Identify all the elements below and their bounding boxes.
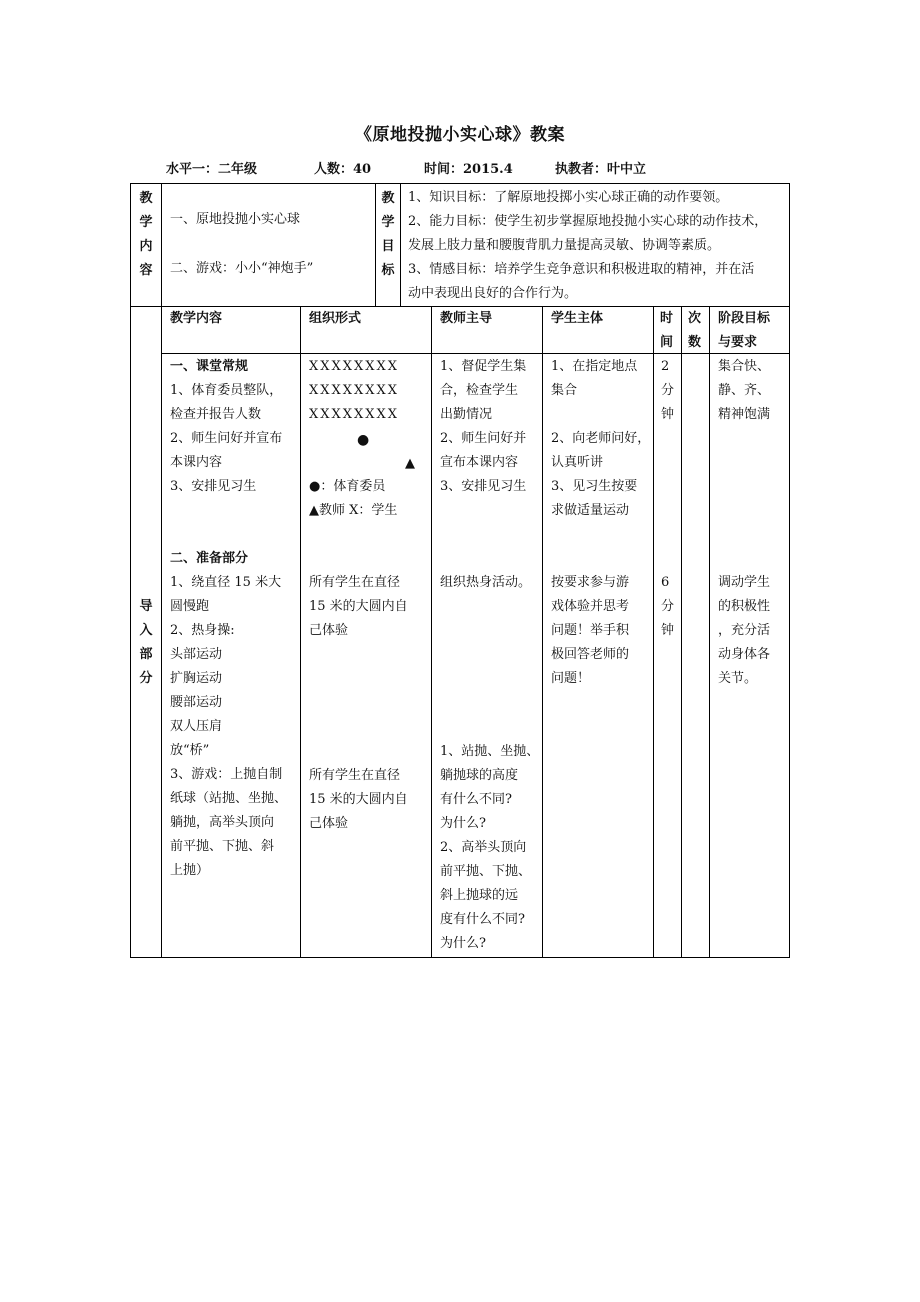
prep-line: 腰部运动 [170, 695, 223, 710]
teacher-marker-icon: ▲ [405, 456, 415, 471]
goal-line: 的积极性 [718, 599, 771, 614]
prep-goal [718, 571, 770, 691]
teacher-line: 3、安排见习生 [440, 479, 527, 494]
teacher-line: 为什么? [440, 936, 486, 951]
student-line: 极回答老师的 [551, 647, 630, 662]
section-label: 导入部分 [139, 599, 153, 686]
goal-line-4: 3、情感目标：培养学生竞争意识和积极进取的精神，并在活 [408, 262, 755, 277]
formation-row: XXXXXXXX [309, 359, 400, 374]
student-line: 问题！举手积 [551, 623, 630, 638]
time-char: 钟 [661, 407, 675, 422]
routine-line: 本课内容 [170, 455, 223, 470]
goal-line: 精神饱满 [718, 407, 771, 422]
student-line: 求做适量运动 [551, 503, 630, 518]
form-line: 15 米的大圆内自 [309, 599, 408, 614]
formation-diagram [309, 355, 399, 427]
prep-line: 放“桥” [170, 743, 210, 758]
routine-line: 2、师生问好并宣布 [170, 431, 283, 446]
teacher-name: 执教者：叶中立 [555, 162, 647, 177]
legend-commissioner: ●：体育委员 [309, 479, 386, 494]
form-line: 所有学生在直径 [309, 575, 401, 590]
prep-line: 躺抛，高举头顶向 [170, 815, 275, 830]
teacher-line: 躺抛球的高度 [440, 768, 519, 783]
prep-line: 头部运动 [170, 647, 223, 662]
prep-line: 3、游戏：上抛自制 [170, 767, 283, 782]
lesson-time: 时间：2015.4 [424, 162, 513, 177]
teacher-line: 斜上抛球的远 [440, 888, 519, 903]
time-char: 钟 [661, 623, 675, 638]
teacher-line: 2、高举头顶向 [440, 840, 527, 855]
header-times: 次数 [688, 311, 702, 350]
goal-line: ，充分活 [718, 623, 771, 638]
student-line: 按要求参与游 [551, 575, 630, 590]
routine-student [551, 355, 650, 523]
prep-line: 双人压肩 [170, 719, 223, 734]
prep-time [661, 571, 674, 643]
content-item-2: 二、游戏：小小“神炮手” [170, 261, 314, 276]
prep-form-1 [309, 571, 408, 643]
form-line: 15 米的大圆内自 [309, 792, 408, 807]
time-char: 2 [661, 359, 670, 374]
routine-content [170, 355, 282, 499]
goals-list [408, 186, 788, 306]
teacher-line: 合，检查学生 [440, 383, 519, 398]
header-time: 时间 [660, 311, 674, 350]
routine-line: 检查并报告人数 [170, 407, 262, 422]
goal-line: 动身体各 [718, 647, 771, 662]
header-student: 学生主体 [551, 311, 604, 326]
routine-line: 1、体育委员整队， [170, 383, 283, 398]
prep-line: 前平抛、下抛、斜 [170, 839, 275, 854]
content-label: 教学内容 [139, 191, 153, 278]
prep-line: 1、绕直径 15 米大 [170, 575, 282, 590]
header-teacher: 教师主导 [440, 311, 493, 326]
teacher-line: 1、督促学生集 [440, 359, 527, 374]
grade-level: 水平一：二年级 [166, 162, 258, 177]
teacher-line: 有什么不同? [440, 792, 512, 807]
teacher-line: 宣布本课内容 [440, 455, 519, 470]
goal-label: 教学目标 [381, 191, 395, 278]
page-title: 《原地投抛小实心球》教案 [355, 125, 565, 145]
teacher-line: 2、师生问好并 [440, 431, 527, 446]
form-line: 所有学生在直径 [309, 768, 401, 783]
goal-line: 调动学生 [718, 575, 771, 590]
prep-teacher-2 [440, 740, 539, 956]
prep-line: 纸球（站抛、坐抛、 [170, 791, 288, 806]
teacher-line: 前平抛、下抛、 [440, 864, 532, 879]
student-line: 认真听讲 [551, 455, 604, 470]
student-line: 2、向老师问好， [551, 431, 651, 446]
goal-line: 关节。 [718, 671, 758, 686]
student-line: 集合 [551, 383, 578, 398]
time-char: 分 [661, 599, 675, 614]
student-line: 问题！ [551, 671, 591, 686]
prep-form-2 [309, 764, 408, 836]
prep-content [170, 547, 287, 883]
prep-title: 二、准备部分 [170, 551, 249, 566]
prep-line: 圆慢跑 [170, 599, 210, 614]
header-content: 教学内容 [170, 311, 223, 326]
teacher-line: 1、站抛、坐抛、 [440, 744, 540, 759]
goal-line-2: 2、能力目标：使学生初步掌握原地投抛小实心球的动作技术， [408, 214, 768, 229]
formation-legend [309, 475, 397, 523]
form-line: 己体验 [309, 623, 349, 638]
student-count: 人数：40 [314, 162, 372, 177]
student-line: 3、见习生按要 [551, 479, 638, 494]
goal-line-1: 1、知识目标：了解原地投掷小实心球正确的动作要领。 [408, 190, 729, 205]
prep-line: 2、热身操: [170, 623, 235, 638]
routine-teacher [440, 355, 526, 499]
teacher-line: 为什么? [440, 816, 486, 831]
student-line: 戏体验并思考 [551, 599, 630, 614]
formation-row: XXXXXXXX [309, 407, 400, 422]
prep-line: 上抛） [170, 863, 210, 878]
prep-line: 扩胸运动 [170, 671, 223, 686]
goal-line: 集合快、 [718, 359, 771, 374]
commissioner-marker-icon: ● [357, 432, 370, 448]
routine-goal [718, 355, 770, 427]
time-char: 分 [661, 383, 675, 398]
header-form: 组织形式 [309, 311, 362, 326]
form-line: 己体验 [309, 816, 349, 831]
goal-line-3: 发展上肢力量和腰腹背肌力量提高灵敏、协调等素质。 [408, 238, 721, 253]
legend-teacher: ▲教师 X：学生 [309, 503, 398, 518]
routine-line: 3、安排见习生 [170, 479, 257, 494]
prep-teacher-1: 组织热身活动。 [440, 575, 532, 590]
prep-student [551, 571, 629, 691]
header-goal: 阶段目标与要求 [718, 311, 771, 350]
routine-time [661, 355, 674, 427]
teacher-line: 度有什么不同? [440, 912, 525, 927]
teacher-line: 出勤情况 [440, 407, 493, 422]
routine-title: 一、课堂常规 [170, 359, 249, 374]
student-line: 1、在指定地点 [551, 359, 638, 374]
formation-row: XXXXXXXX [309, 383, 400, 398]
time-char: 6 [661, 575, 670, 590]
content-item-1: 一、原地投抛小实心球 [170, 212, 301, 227]
goal-line: 静、齐、 [718, 383, 771, 398]
goal-line-5: 动中表现出良好的合作行为。 [408, 286, 578, 301]
